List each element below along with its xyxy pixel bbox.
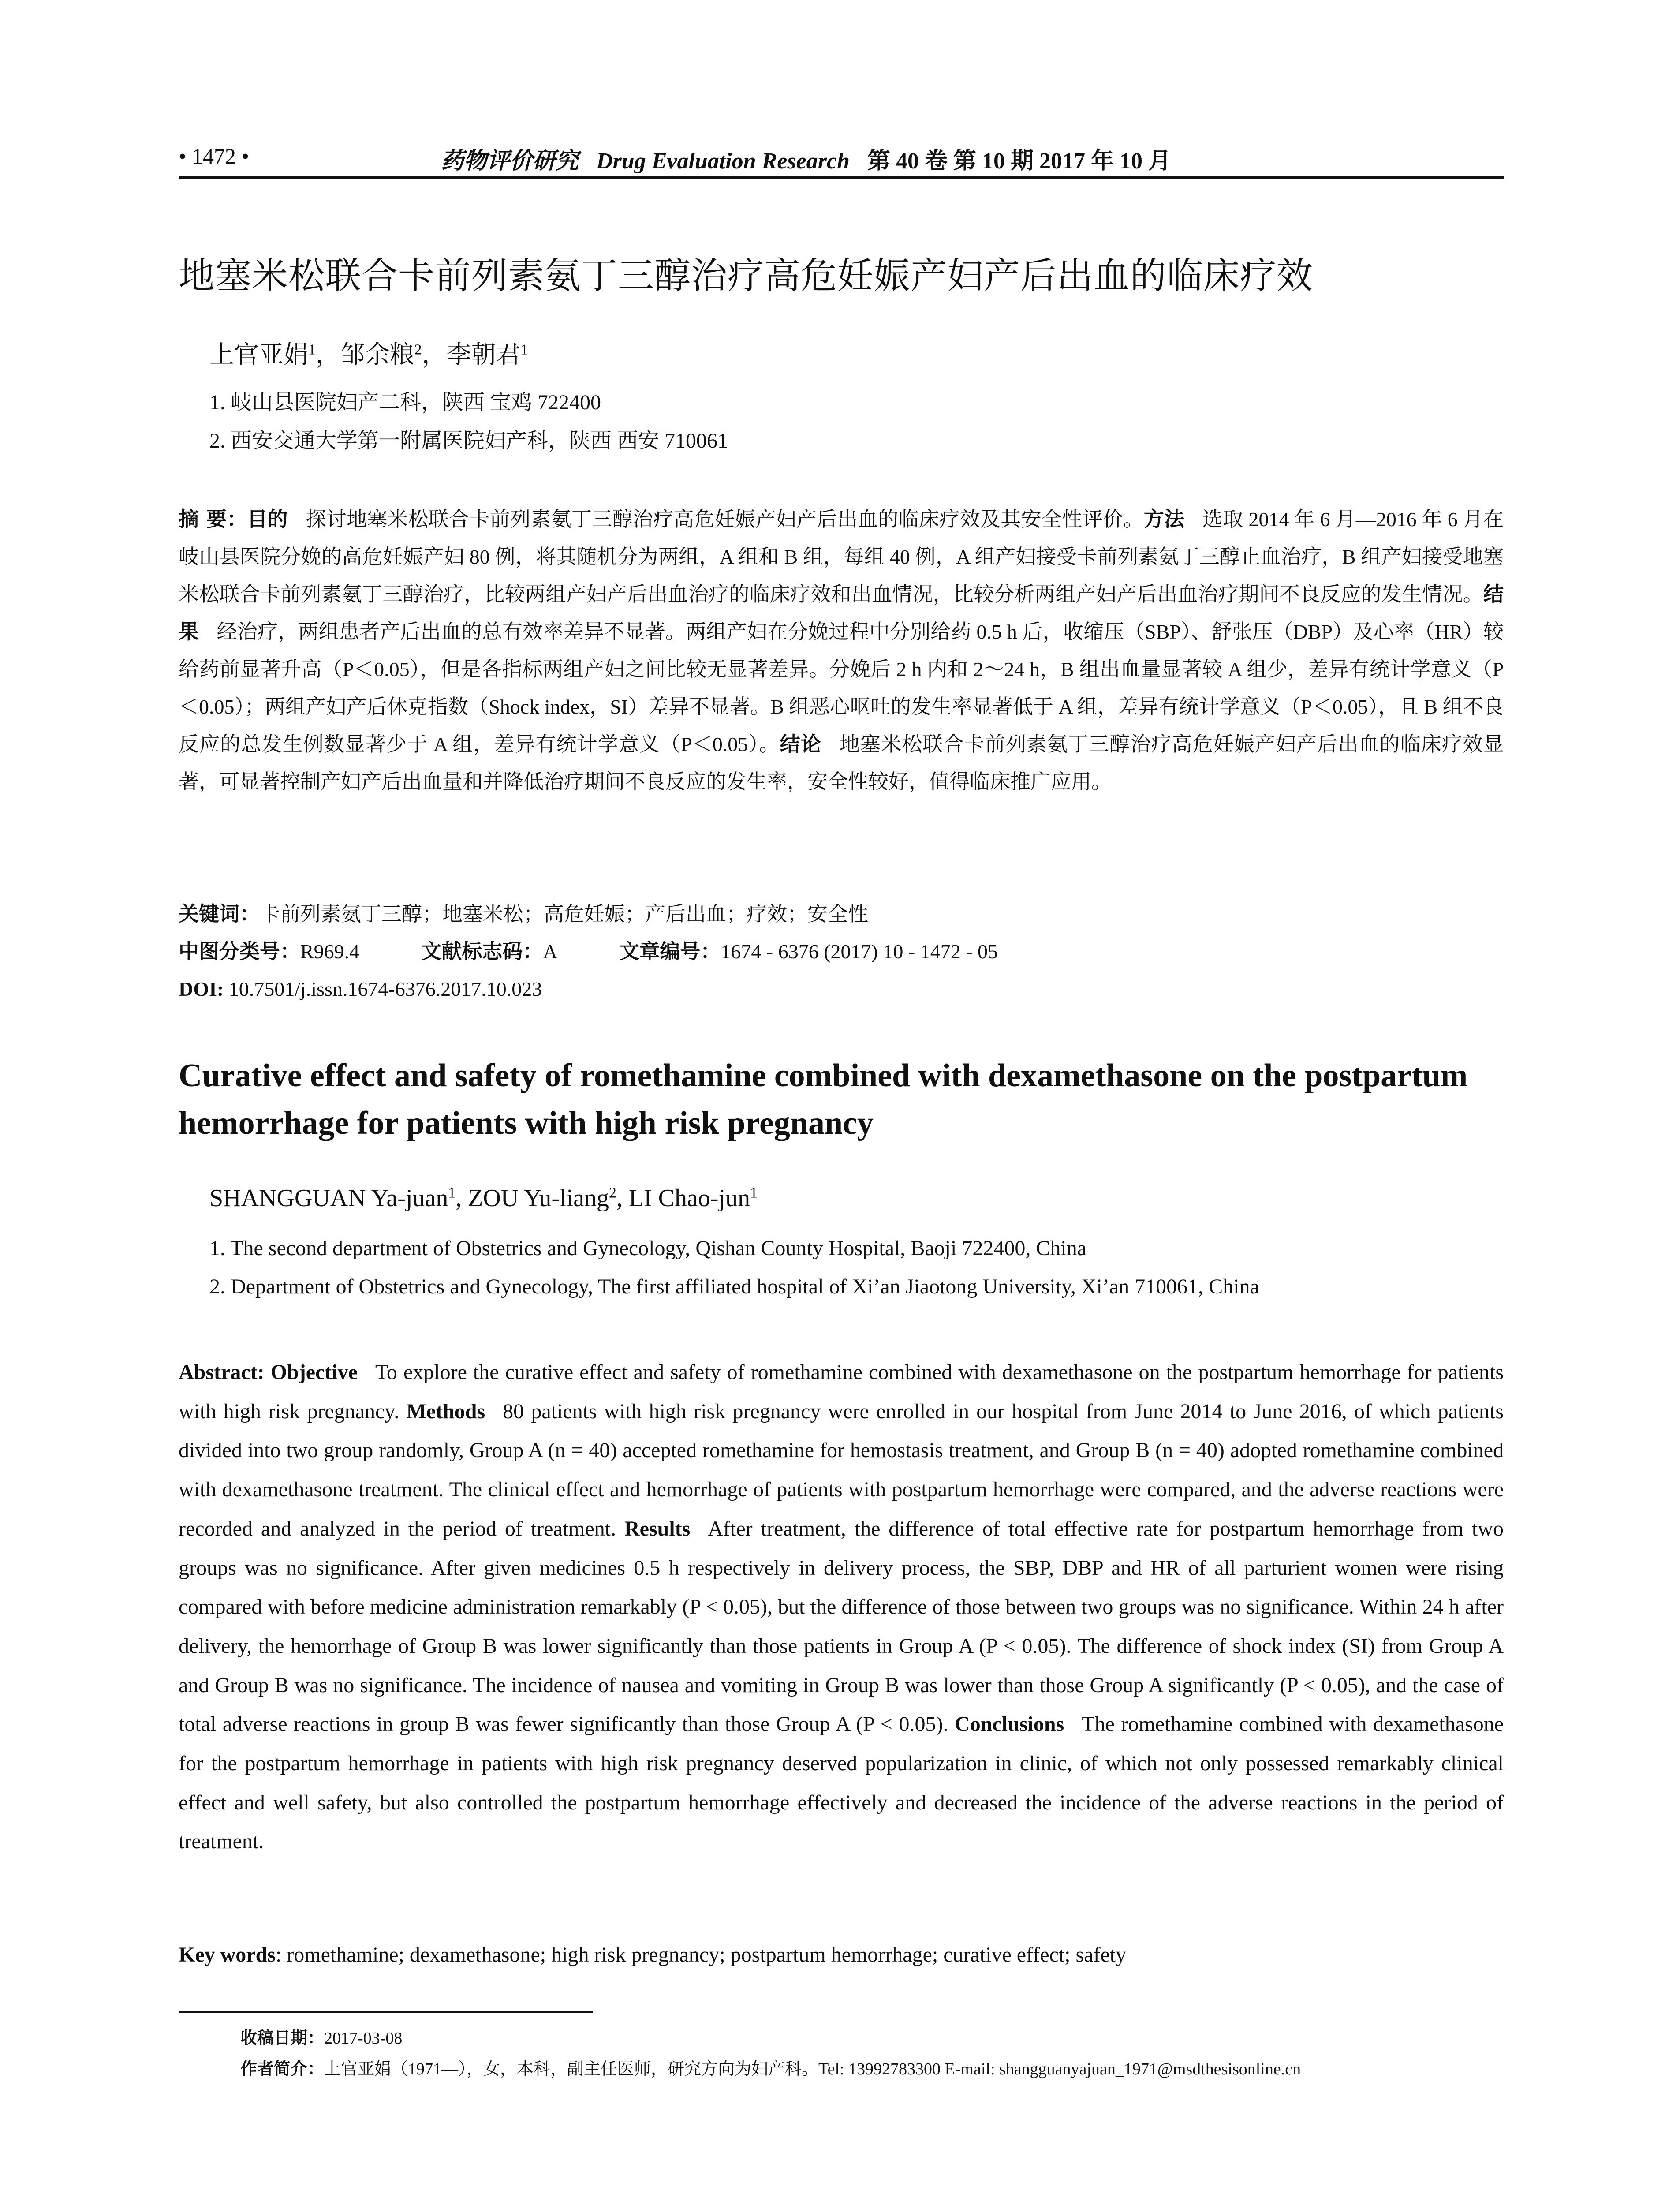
doc-code-label: 文献标志码： xyxy=(421,939,543,963)
article-no-label: 文章编号： xyxy=(619,939,721,963)
author-separator: , xyxy=(616,1185,629,1212)
zh-classification xyxy=(179,933,1504,970)
en-keywords xyxy=(179,1943,1504,1967)
en-authors xyxy=(209,1184,758,1212)
clc-value: R969.4 xyxy=(300,940,360,963)
conclusions-label: Conclusions xyxy=(955,1712,1064,1736)
methods-label: 方法 xyxy=(1143,507,1185,531)
results-label: 结果 xyxy=(179,582,1504,643)
objective-label: Objective xyxy=(270,1360,358,1384)
doi-value[interactable]: 10.7501/j.issn.1674-6376.2017.10.023 xyxy=(224,978,542,1000)
clc-label: 中图分类号： xyxy=(179,939,300,963)
author-bio-label: 作者简介： xyxy=(240,2059,325,2078)
affiliation-mark: 1 xyxy=(750,1185,758,1201)
affiliation-mark: 2 xyxy=(609,1185,616,1201)
keywords-text: : romethamine; dexamethasone; high risk pregnancy; postpartum hemorrhage; curative effect; safety xyxy=(275,1943,1127,1966)
zh-authors xyxy=(209,335,528,370)
author-name: ZOU Yu-liang xyxy=(468,1185,609,1212)
running-header xyxy=(441,142,1171,175)
objective-text: 探讨地塞米松联合卡前列素氨丁三醇治疗高危妊娠产妇产后出血的临床疗效及其安全性评价。 xyxy=(306,508,1144,531)
en-abstract xyxy=(179,1353,1504,1861)
author-name: 上官亚娟 xyxy=(209,341,308,369)
objective-label: 目的 xyxy=(247,507,288,531)
affiliation-mark: 1 xyxy=(448,1185,456,1201)
received-date xyxy=(240,2024,402,2048)
results-text: 经治疗，两组患者产后出血的总有效率差异不显著。两组产妇在分娩过程中分别给药 0.5 h 后，收缩压（SBP）、舒张压（DBP）及心率（HR）较给药前显著升高（P＜0.05），但是各指标两组产妇之间比较无显著差异。分娩后 2 h 内和 2～24 h，B 组出血量显著较 A 组少，差异有统计学意义（P＜0.05）；两组产妇产后休克指数（Shock index，SI）差异不显著。B 组恶心呕吐的发生率显著低于 A 组，差异有统计学意义（P＜0.05），且 B 组不良反应的总发生例数显著少于 A 组，差异有统计学意义（P＜0.05）。 xyxy=(179,620,1504,755)
affiliation-mark: 1 xyxy=(308,341,316,358)
issue-info: 第 40 卷 第 10 期 2017 年 10 月 xyxy=(867,149,1172,174)
journal-name: Drug Evaluation Research xyxy=(596,149,850,174)
doc-code-value: A xyxy=(543,940,558,963)
conclusions-text: 地塞米松联合卡前列素氨丁三醇治疗高危妊娠产妇产后出血的临床疗效显著，可显著控制产妇产后出血量和并降低治疗期间不良反应的发生率，安全性较好，值得临床推广应用。 xyxy=(179,733,1504,793)
author-name: 邹余粮 xyxy=(340,341,414,369)
doi-label: DOI: xyxy=(179,978,224,1000)
author-bio-text: 上官亚娟（1971—），女，本科，副主任医师，研究方向为妇产科。Tel: 13992783300 E-mail: shangguanyajuan_1971@msdthesisonline.cn xyxy=(324,2060,1301,2078)
author-name: LI Chao-jun xyxy=(628,1185,750,1212)
author-name: 李朝君 xyxy=(446,341,521,369)
keywords-label: Key words xyxy=(179,1943,276,1966)
zh-abstract xyxy=(179,501,1504,800)
author-name: SHANGGUAN Ya-juan xyxy=(209,1185,448,1212)
en-title: Curative effect and safety of romethamine combined with dexamethasone on the postpartum hemorrhage for patients with high risk pregnancy xyxy=(179,1058,1468,1141)
objective-text: To explore the curative effect and safety of romethamine combined with dexamethasone on the postpartum hemorrhage for patients with high risk pregnancy. xyxy=(179,1360,1504,1423)
author-bio xyxy=(240,2055,1301,2079)
results-label: Results xyxy=(624,1517,691,1540)
methods-text: 80 patients with high risk pregnancy were enrolled in our hospital from June 2014 to June 2016, of which patients divided into two group randomly, Group A (n = 40) accepted romethamine for hemostasis treatment, and Group B (n = 40) adopted romethamine combined with dexamethasone treatment. The clinical effect and hemorrhage of patients with postpartum hemorrhage were compared, and the adverse reactions were recorded and analyzed in the period of treatment. xyxy=(179,1399,1504,1540)
abstract-label: 摘 要： xyxy=(179,507,247,531)
received-label: 收稿日期： xyxy=(240,2028,325,2048)
zh-title: 地塞米松联合卡前列素氨丁三醇治疗高危妊娠产妇产后出血的临床疗效 xyxy=(179,255,1314,297)
methods-label: Methods xyxy=(406,1399,485,1423)
methods-text: 选取 2014 年 6 月—2016 年 6 月在岐山县医院分娩的高危妊娠产妇 80 例，将其随机分为两组，A 组和 B 组，每组 40 例，A 组产妇接受卡前列素氨丁三醇止血治疗，B 组产妇接受地塞米松联合卡前列素氨丁三醇治疗，比较两组产妇产后出血治疗的临床疗效和出血情况，比较分析两组产妇产后出血治疗期间不良反应的发生情况。 xyxy=(179,508,1504,605)
zh-keywords xyxy=(179,895,1504,933)
keywords-label: 关键词： xyxy=(179,902,260,926)
page-number: • 1472 • xyxy=(179,144,250,168)
keywords-text: 卡前列素氨丁三醇；地塞米松；高危妊娠；产后出血；疗效；安全性 xyxy=(260,903,868,925)
article-no-value: 1674 - 6376 (2017) 10 - 1472 - 05 xyxy=(721,940,998,963)
conclusions-text: The romethamine combined with dexamethasone for the postpartum hemorrhage in patients with high risk pregnancy deserved popularization in clinic, of which not only possessed remarkably clinical effect and well safety, but also controlled the postpartum hemorrhage effectively and decreased the incidence of the adverse reactions in the period of treatment. xyxy=(179,1712,1504,1854)
journal-logo: 药物评价研究 xyxy=(441,147,579,174)
header-rule xyxy=(179,176,1504,179)
author-separator: , xyxy=(455,1185,468,1212)
conclusions-label: 结论 xyxy=(780,732,821,756)
results-text: After treatment, the difference of total effective rate for postpartum hemorrhage from two groups was no significance. After given medicines 0.5 h respectively in delivery process, the SBP, DBP and HR of all parturient women were rising compared with before medicine administration remarkably (P < 0.05), but the difference of those between two groups was no significance. Within 24 h after delivery, the hemorrhage of Group B was lower significantly than those patients in Group A (P < 0.05). The difference of shock index (SI) from Group A and Group B was no significance. The incidence of nausea and vomiting in Group B was lower than those Group A significantly (P < 0.05), and the case of total adverse reactions in group B was fewer significantly than those Group A (P < 0.05). xyxy=(179,1517,1504,1736)
author-separator: ， xyxy=(315,341,340,369)
affiliation-mark: 1 xyxy=(520,341,528,358)
footnote-rule xyxy=(179,2011,593,2013)
author-separator: ， xyxy=(422,341,447,369)
zh-affiliation: 2. 西安交通大学第一附属医院妇产科，陕西 西安 710061 xyxy=(209,429,728,452)
affiliation-mark: 2 xyxy=(414,341,422,358)
abstract-label: Abstract: xyxy=(179,1360,265,1384)
en-affiliation: 2. Department of Obstetrics and Gynecology, The first affiliated hospital of Xi’an Jiaotong University, Xi’an 710061, China xyxy=(209,1275,1259,1298)
zh-affiliation: 1. 岐山县医院妇产二科，陕西 宝鸡 722400 xyxy=(209,391,601,414)
received-value: 2017-03-08 xyxy=(324,2029,403,2048)
en-affiliation: 1. The second department of Obstetrics and Gynecology, Qishan County Hospital, Baoji 722400, China xyxy=(209,1237,1086,1260)
doi-line xyxy=(179,970,1504,1008)
